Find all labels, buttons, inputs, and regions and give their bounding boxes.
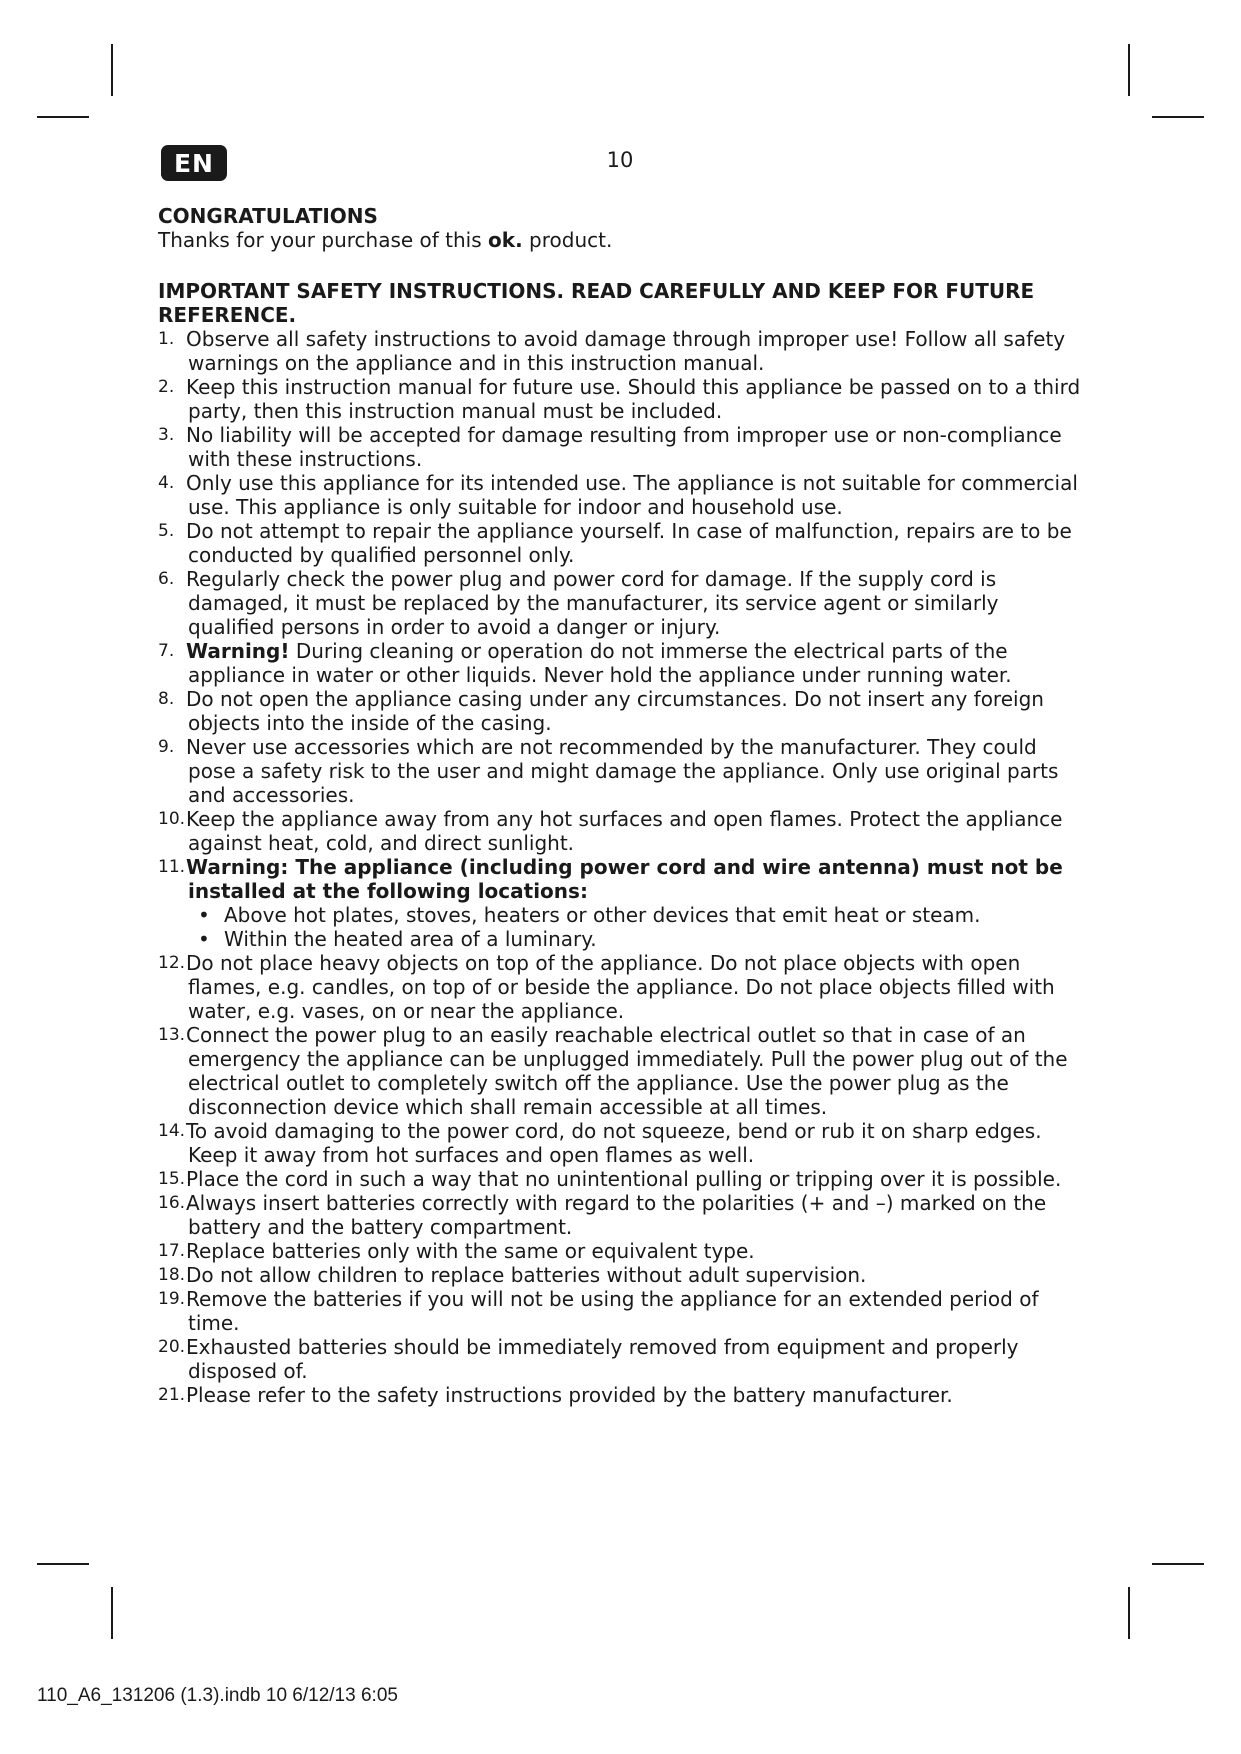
thanks-text-end: product. — [522, 228, 613, 252]
safety-item-body: Exhausted batteries should be immediately removed from equipment and properly disposed of. — [186, 1335, 1019, 1383]
safety-item-text — [188, 951, 1088, 1023]
safety-item-warning: Warning! — [186, 639, 290, 663]
crop-mark-bottom-left-horizontal — [37, 1563, 89, 1565]
safety-item-text — [188, 1287, 1088, 1335]
congratulations-heading: CONGRATULATIONS — [158, 204, 378, 228]
safety-item-number: 9. — [158, 737, 175, 757]
location-list — [188, 903, 1088, 951]
safety-item-body: Never use accessories which are not recommended by the manufacturer. They could pose a safety risk to the user and might damage the appliance. Only use original parts and accessories. — [186, 735, 1059, 807]
safety-item — [158, 951, 1088, 1023]
print-slug: 110_A6_131206 (1.3).indb 10 6/12/13 6:05 — [37, 1685, 398, 1706]
safety-item-body: No liability will be accepted for damage resulting from improper use or non-compliance with these instructions. — [186, 423, 1062, 471]
safety-item-text — [188, 1191, 1088, 1239]
safety-item-number: 2. — [158, 377, 175, 397]
safety-item-text — [188, 735, 1088, 807]
thanks-text — [158, 228, 1088, 252]
safety-item-text — [188, 807, 1088, 855]
safety-item-number: 6. — [158, 569, 175, 589]
safety-item — [158, 471, 1088, 519]
safety-item-text — [188, 687, 1088, 735]
safety-item-body: Keep the appliance away from any hot surfaces and open flames. Protect the appliance against heat, cold, and direct sunlight. — [186, 807, 1063, 855]
safety-item-text — [188, 1383, 1088, 1407]
safety-item-body: Remove the batteries if you will not be using the appliance for an extended period of time. — [186, 1287, 1039, 1335]
safety-item — [158, 639, 1088, 687]
safety-instructions-title: IMPORTANT SAFETY INSTRUCTIONS. READ CAREFULLY AND KEEP FOR FUTURE REFERENCE. — [158, 279, 1035, 327]
safety-item-body: Observe all safety instructions to avoid damage through improper use! Follow all safety warnings on the appliance and in this instruction manual. — [186, 327, 1066, 375]
safety-item — [158, 423, 1088, 471]
safety-item — [158, 1287, 1088, 1335]
safety-item — [158, 1239, 1088, 1263]
crop-mark-top-left-vertical — [111, 44, 113, 96]
safety-item — [158, 1335, 1088, 1383]
safety-item-text — [188, 327, 1088, 375]
safety-item-body: Do not allow children to replace batteries without adult supervision. — [186, 1263, 867, 1287]
safety-item-number: 7. — [158, 641, 175, 661]
crop-mark-bottom-right-vertical — [1128, 1587, 1130, 1639]
safety-item-number: 16. — [158, 1193, 186, 1213]
safety-item-number: 20. — [158, 1337, 186, 1357]
safety-item-text — [188, 1335, 1088, 1383]
crop-mark-top-right-horizontal — [1152, 116, 1204, 118]
safety-item-body: Connect the power plug to an easily reachable electrical outlet so that in case of an emergency the appliance can be unplugged immediately. Pull the power plug out of the electrical outlet to completely switch off the appliance. Use the power plug as the disconnection device which shall remain accessible at all times. — [186, 1023, 1068, 1119]
safety-item-number: 3. — [158, 425, 175, 445]
safety-item-text — [188, 1263, 1088, 1287]
safety-item-body: Always insert batteries correctly with regard to the polarities (+ and –) marked on the battery and the battery compartment. — [186, 1191, 1047, 1239]
safety-item-body: Keep this instruction manual for future use. Should this appliance be passed on to a third party, then this instruction manual must be included. — [186, 375, 1081, 423]
safety-item — [158, 1191, 1088, 1239]
safety-item — [158, 1167, 1088, 1191]
safety-item — [158, 375, 1088, 423]
safety-item-body: Regularly check the power plug and power cord for damage. If the supply cord is damaged, it must be replaced by the manufacturer, its service agent or similarly qualified persons in order to avoid a danger or injury. — [186, 567, 999, 639]
safety-item-body: Do not attempt to repair the appliance yourself. In case of malfunction, repairs are to be conducted by qualified personnel only. — [186, 519, 1072, 567]
safety-item-text — [188, 1239, 1088, 1263]
document-body — [158, 205, 1088, 1407]
safety-item-number: 1. — [158, 329, 175, 349]
safety-item-number: 8. — [158, 689, 175, 709]
safety-item-body: Only use this appliance for its intended use. The appliance is not suitable for commercial use. This appliance is only suitable for indoor and household use. — [186, 471, 1078, 519]
safety-item-body: To avoid damaging to the power cord, do not squeeze, bend or rub it on sharp edges. Keep it away from hot surfaces and open flames as well. — [186, 1119, 1042, 1167]
safety-item-number: 11. — [158, 857, 186, 877]
safety-item-body: Place the cord in such a way that no unintentional pulling or tripping over it is possible. — [186, 1167, 1062, 1191]
safety-item-number: 5. — [158, 521, 175, 541]
safety-item-text — [188, 1167, 1088, 1191]
crop-mark-bottom-right-horizontal — [1152, 1563, 1204, 1565]
thanks-text-start: Thanks for your purchase of this — [158, 228, 489, 252]
safety-item-text — [188, 423, 1088, 471]
crop-mark-bottom-left-vertical — [111, 1587, 113, 1639]
safety-item-body: Please refer to the safety instructions provided by the battery manufacturer. — [186, 1383, 953, 1407]
safety-item-text — [188, 1119, 1088, 1167]
safety-item — [158, 1263, 1088, 1287]
crop-mark-top-right-vertical — [1128, 44, 1130, 96]
safety-item — [158, 519, 1088, 567]
safety-item-body: During cleaning or operation do not immerse the electrical parts of the appliance in water or other liquids. Never hold the appliance under running water. — [188, 639, 1012, 687]
safety-item — [158, 567, 1088, 639]
safety-item-number: 17. — [158, 1241, 186, 1261]
safety-item-number: 18. — [158, 1265, 186, 1285]
location-bullet: • Within the heated area of a luminary. — [194, 927, 1088, 951]
safety-item-number: 14. — [158, 1121, 186, 1141]
brand-name: ok. — [488, 228, 523, 252]
safety-item-number: 13. — [158, 1025, 186, 1045]
safety-item-body: Do not open the appliance casing under any circumstances. Do not insert any foreign objects into the inside of the casing. — [186, 687, 1044, 735]
location-bullet: • Above hot plates, stoves, heaters or other devices that emit heat or steam. — [194, 903, 1088, 927]
safety-item-number: 12. — [158, 953, 186, 973]
safety-item — [158, 327, 1088, 375]
safety-item — [158, 687, 1088, 735]
language-badge: EN — [161, 145, 227, 181]
safety-item-warning: Warning: The appliance (including power cord and wire antenna) must not be installed at the following locations: — [186, 855, 1063, 903]
safety-item — [158, 855, 1088, 951]
safety-instructions-list — [158, 327, 1088, 1407]
safety-item — [158, 735, 1088, 807]
safety-item-text — [188, 855, 1088, 903]
safety-item — [158, 1023, 1088, 1119]
safety-item — [158, 1383, 1088, 1407]
crop-mark-top-left-horizontal — [37, 116, 89, 118]
safety-item-text — [188, 1023, 1088, 1119]
safety-item-body: Do not place heavy objects on top of the appliance. Do not place objects with open flames, e.g. candles, on top of or beside the appliance. Do not place objects filled with water, e.g. vases, on or near the appliance. — [186, 951, 1055, 1023]
safety-item — [158, 807, 1088, 855]
safety-item-text — [188, 471, 1088, 519]
safety-item-number: 19. — [158, 1289, 186, 1309]
page-number: 10 — [606, 148, 634, 172]
safety-item-text — [188, 375, 1088, 423]
safety-item-body: Replace batteries only with the same or equivalent type. — [186, 1239, 755, 1263]
safety-item — [158, 1119, 1088, 1167]
safety-item-number: 4. — [158, 473, 175, 493]
safety-item-text — [188, 567, 1088, 639]
safety-item-number: 10. — [158, 809, 186, 829]
safety-item-number: 15. — [158, 1169, 186, 1189]
safety-item-number: 21. — [158, 1385, 186, 1405]
safety-item-text — [188, 519, 1088, 567]
safety-item-text — [188, 639, 1088, 687]
